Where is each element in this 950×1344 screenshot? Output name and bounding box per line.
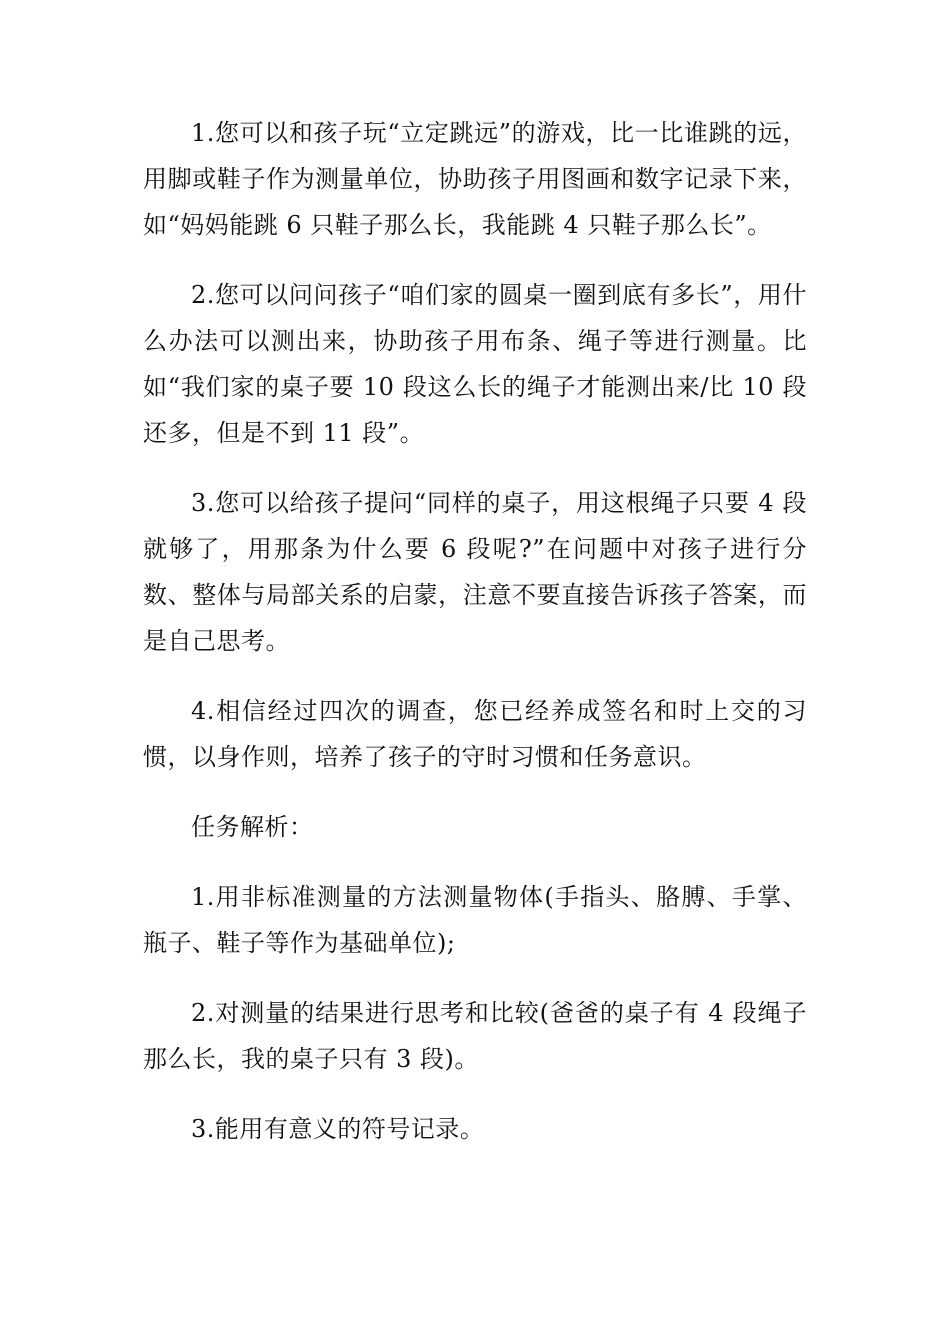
task-analysis-item-3: 3.能用有意义的符号记录。	[191, 1115, 485, 1143]
paragraph-tip-3: 3.您可以给孩子提问“同样的桌子，用这根绳子只要 4 段就够了，用那条为什么要 6 段呢?”在问题中对孩子进行分数、整体与局部关系的启蒙，注意不要直接告诉孩子答案，而是自己思考。	[143, 489, 807, 655]
paragraph-tip-1: 1.您可以和孩子玩“立定跳远”的游戏，比一比谁跳的远，用脚或鞋子作为测量单位，协助孩子用图画和数字记录下来，如“妈妈能跳 6 只鞋子那么长，我能跳 4 只鞋子那么长”。	[143, 119, 807, 239]
task-analysis-item-2: 2.对测量的结果进行思考和比较(爸爸的桌子有 4 段绳子那么长，我的桌子只有 3 段)。	[143, 999, 807, 1073]
task-analysis-item-1: 1.用非标准测量的方法测量物体(手指头、胳膊、手掌、瓶子、鞋子等作为基础单位);	[143, 883, 807, 957]
paragraph-tip-2: 2.您可以问问孩子“咱们家的圆桌一圈到底有多长”，用什么办法可以测出来，协助孩子用布条、绳子等进行测量。比如“我们家的桌子要 10 段这么长的绳子才能测出来/比 10 段还多，但是不到 11 段”。	[143, 281, 807, 447]
document-body	[143, 110, 807, 1176]
paragraph-tip-4: 4.相信经过四次的调查，您已经养成签名和时上交的习惯，以身作则，培养了孩子的守时习惯和任务意识。	[143, 697, 807, 771]
task-analysis-heading: 任务解析：	[191, 813, 314, 841]
